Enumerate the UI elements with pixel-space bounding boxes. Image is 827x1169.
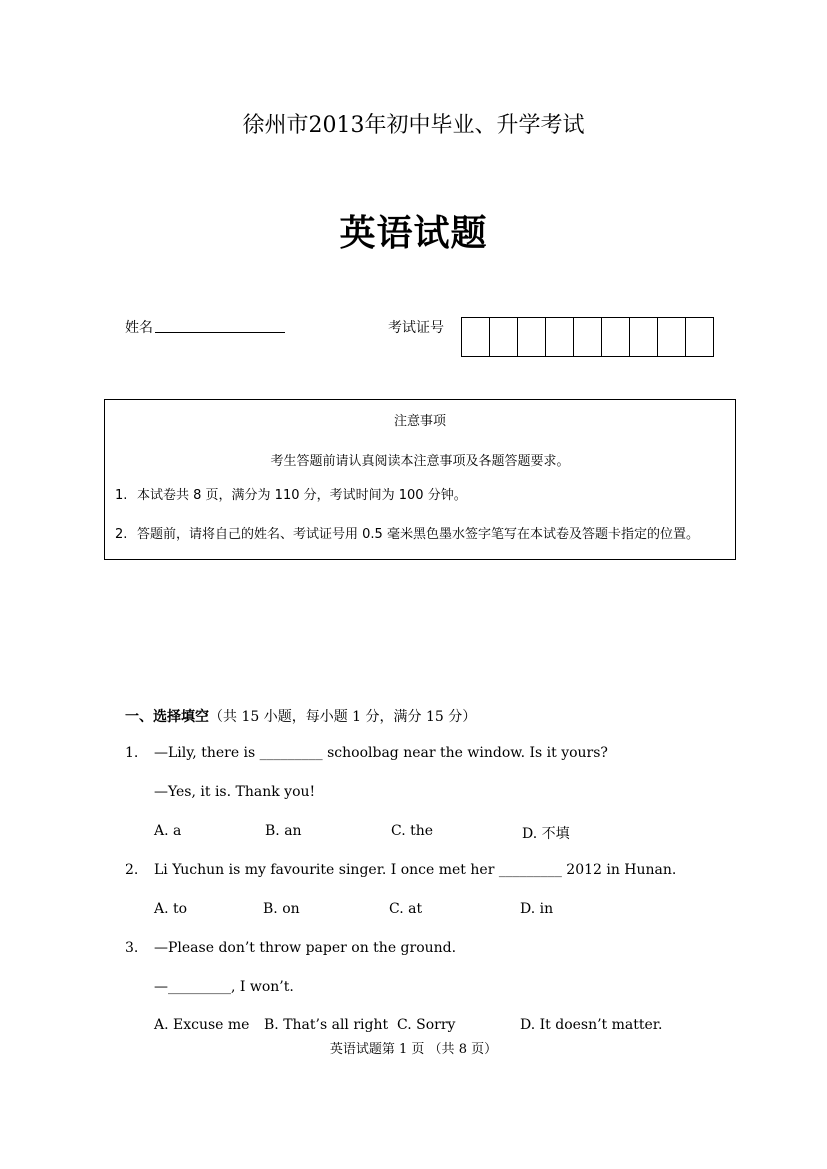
notice-subtitle: 考生答题前请认真阅读本注意事项及各题答题要求。 — [270, 454, 570, 469]
option-c: C. Sorry — [397, 1017, 456, 1033]
section-title-detail: （共 15 小题，每小题 1 分，满分 15 分） — [209, 709, 477, 725]
exam-id-box — [518, 318, 546, 356]
notice-item-text: 答题前，请将自己的姓名、考试证号用 0.5 毫米黑色墨水签字笔写在本试卷及答题卡指定的位置。 — [137, 527, 699, 542]
option-d: D. in — [520, 901, 554, 917]
notice-item-text: 本试卷共 8 页，满分为 110 分，考试时间为 100 分钟。 — [137, 488, 467, 503]
notice-item-number: 1. — [115, 488, 128, 503]
question-text: Li Yuchun is my favourite singer. I once met her _________ 2012 in Hunan. — [154, 862, 677, 878]
question-number: 3. — [125, 940, 139, 956]
option-c: C. the — [391, 823, 434, 839]
exam-id-boxes — [461, 317, 714, 357]
question-text: —Lily, there is _________ schoolbag near the window. Is it yours? — [154, 745, 608, 761]
section-heading — [125, 706, 476, 726]
exam-id-box — [462, 318, 490, 356]
notice-item — [115, 476, 730, 515]
question-number: 1. — [125, 745, 139, 761]
exam-id-box — [490, 318, 518, 356]
option-b: B. That’s all right — [264, 1017, 389, 1033]
exam-title: 徐州市2013年初中毕业、升学考试 — [242, 113, 585, 138]
exam-id-label: 考试证号 — [388, 320, 444, 336]
exam-id-box — [686, 318, 713, 356]
page-footer: 英语试题第 1 页 （共 8 页） — [329, 1042, 498, 1057]
option-a: A. to — [154, 901, 188, 917]
notice-item-number: 2. — [115, 527, 128, 542]
option-d: D. It doesn’t matter. — [520, 1017, 663, 1033]
option-a: A. a — [154, 823, 182, 839]
notice-title: 注意事项 — [393, 414, 446, 429]
exam-id-box — [574, 318, 602, 356]
section-title-bold: 一、选择填空 — [125, 709, 209, 725]
exam-id-box — [658, 318, 686, 356]
question-text: —_________, I won’t. — [154, 979, 294, 995]
exam-id-box — [602, 318, 630, 356]
option-c: C. at — [389, 901, 423, 917]
name-label: 姓名 — [125, 320, 153, 336]
question-text: —Yes, it is. Thank you! — [154, 784, 316, 800]
option-b: B. on — [263, 901, 300, 917]
option-b: B. an — [265, 823, 302, 839]
subject-title: 英语试题 — [339, 212, 488, 254]
notice-box — [104, 399, 736, 560]
option-d: D. 不填 — [522, 826, 570, 842]
option-a: A. Excuse me — [154, 1017, 250, 1033]
notice-item — [115, 515, 730, 554]
question-text: —Please don’t throw paper on the ground. — [154, 940, 457, 956]
exam-id-box — [630, 318, 658, 356]
exam-id-box — [546, 318, 574, 356]
question-number: 2. — [125, 862, 139, 878]
name-blank-line — [155, 332, 285, 333]
